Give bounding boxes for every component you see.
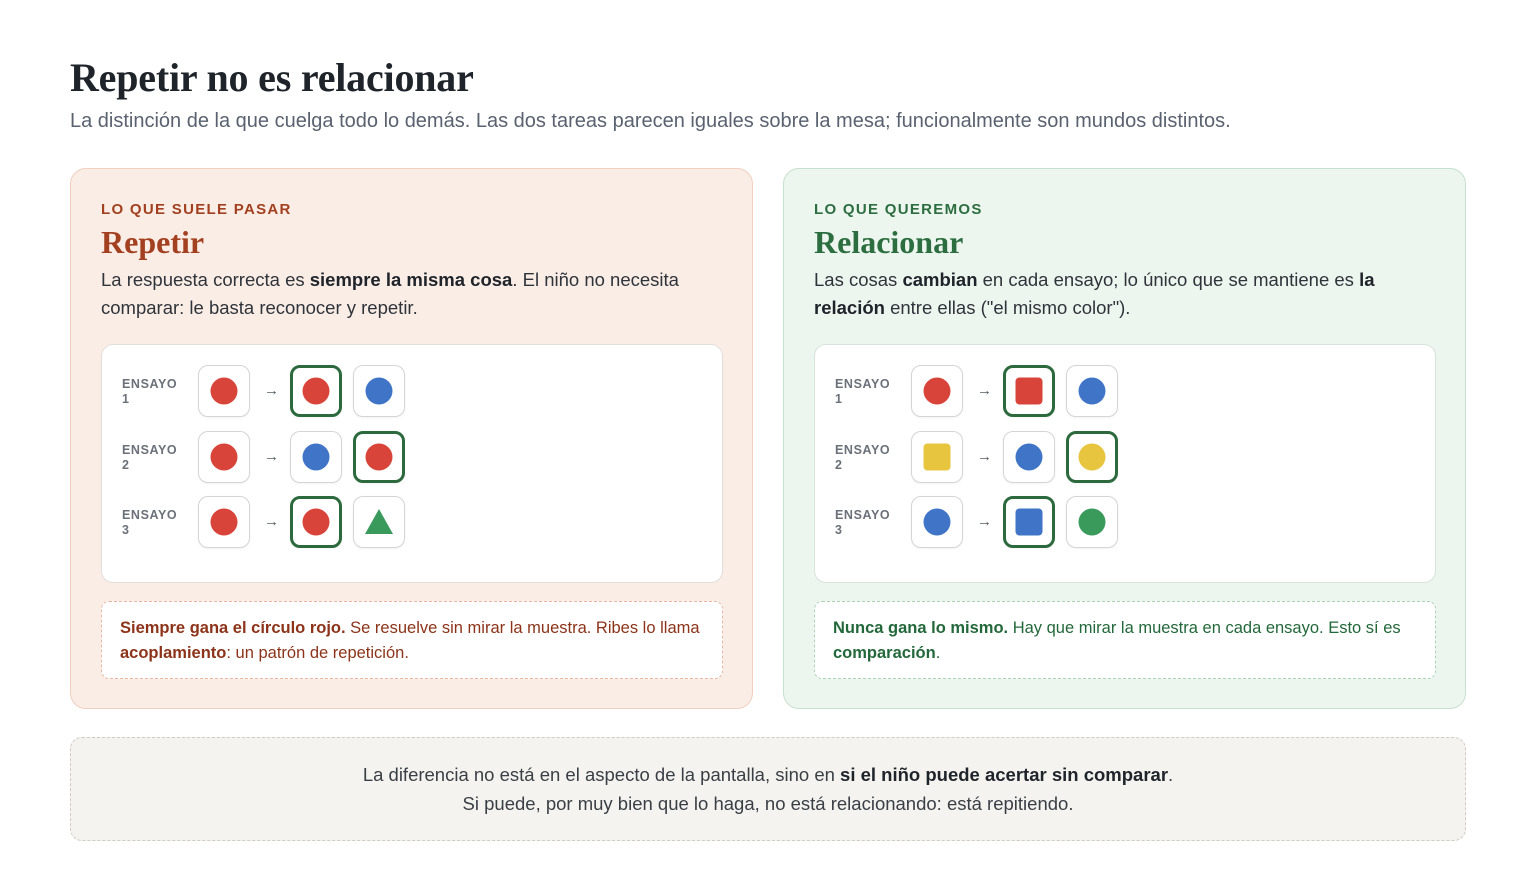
- note-text: .: [935, 643, 941, 662]
- repetir-note: [101, 601, 723, 679]
- correct-option-tile: [1003, 496, 1055, 548]
- relacionar-card: [783, 168, 1466, 709]
- trial-row: [122, 365, 442, 417]
- conclusion-emphasis: si el niño puede acertar sin comparar: [840, 764, 1169, 785]
- circle-shape: [1079, 378, 1106, 405]
- conclusion-line-1: [71, 760, 1465, 789]
- trial-label-word: ENSAYO: [835, 443, 891, 457]
- circle-icon: [364, 376, 394, 406]
- desc-emphasis: la relación: [814, 269, 1375, 318]
- conclusion-line-2: Si puede, por muy bien que lo haga, no está relacionando: está repitiendo.: [462, 793, 1074, 814]
- square-shape: [1016, 509, 1043, 536]
- triangle-icon: [364, 507, 394, 537]
- conclusion-text: La diferencia no está en el aspecto de la pantalla, sino en: [362, 764, 841, 785]
- trial-row: [122, 496, 442, 548]
- trial-label-number: 2: [835, 458, 843, 472]
- desc-text: La respuesta correcta es: [101, 269, 310, 290]
- note-text: : un patrón de repetición.: [226, 643, 409, 662]
- trial-label: [835, 508, 905, 538]
- circle-icon: [922, 507, 952, 537]
- trial-label: [835, 443, 905, 473]
- circle-shape: [366, 378, 393, 405]
- conclusion-box: [70, 737, 1466, 841]
- desc-emphasis: siempre la misma cosa: [309, 269, 513, 290]
- circle-shape: [211, 444, 238, 471]
- desc-emphasis: cambian: [902, 269, 978, 290]
- page-title: Repetir no es relacionar: [70, 55, 474, 100]
- trial-label-number: 2: [122, 458, 130, 472]
- trial-label-number: 3: [835, 523, 843, 537]
- trial-label-word: ENSAYO: [122, 377, 178, 391]
- sample-stimulus-tile: [198, 431, 250, 483]
- circle-shape: [1079, 444, 1106, 471]
- trial-label-word: ENSAYO: [835, 377, 891, 391]
- trial-label-word: ENSAYO: [122, 508, 178, 522]
- repetir-trials-panel: [101, 344, 723, 583]
- repetir-description: [101, 266, 722, 322]
- note-emphasis: comparación: [833, 643, 936, 662]
- arrow-icon: →: [264, 513, 279, 530]
- circle-icon: [209, 442, 239, 472]
- note-text: Se resuelve sin mirar la muestra. Ribes lo llama: [345, 619, 700, 637]
- circle-shape: [924, 509, 951, 536]
- note-emphasis: acoplamiento: [120, 643, 227, 662]
- circle-icon: [209, 507, 239, 537]
- square-icon: [922, 442, 952, 472]
- trial-row: [122, 431, 442, 483]
- circle-icon: [301, 376, 331, 406]
- circle-shape: [303, 378, 330, 405]
- circle-icon: [301, 507, 331, 537]
- desc-text: . El niño no necesita comparar: le basta reconocer y repetir.: [101, 269, 679, 318]
- relacionar-trials-panel: [814, 344, 1436, 583]
- trial-label: [122, 508, 192, 538]
- circle-shape: [366, 444, 393, 471]
- circle-icon: [301, 442, 331, 472]
- option-tile: [1066, 496, 1118, 548]
- trial-label-number: 1: [835, 392, 843, 406]
- option-tile: [353, 365, 405, 417]
- circle-icon: [1077, 376, 1107, 406]
- option-tile: [290, 431, 342, 483]
- trial-label-word: ENSAYO: [835, 508, 891, 522]
- sample-stimulus-tile: [911, 496, 963, 548]
- trial-label-number: 3: [122, 523, 130, 537]
- arrow-icon: →: [977, 513, 992, 530]
- circle-shape: [1016, 444, 1043, 471]
- conclusion-text: .: [1168, 764, 1174, 785]
- circle-icon: [922, 376, 952, 406]
- arrow-icon: →: [264, 448, 279, 465]
- option-tile: [1066, 365, 1118, 417]
- square-shape: [1016, 378, 1043, 405]
- trial-label: [122, 377, 192, 407]
- note-text: Hay que mirar la muestra en cada ensayo. Esto sí es: [1008, 619, 1401, 637]
- circle-shape: [303, 444, 330, 471]
- desc-text: Las cosas: [814, 269, 903, 290]
- correct-option-tile: [353, 431, 405, 483]
- circle-icon: [1014, 442, 1044, 472]
- sample-stimulus-tile: [198, 496, 250, 548]
- square-shape: [924, 444, 951, 471]
- sample-stimulus-tile: [198, 365, 250, 417]
- repetir-title: Repetir: [101, 224, 205, 260]
- trial-label: [835, 377, 905, 407]
- circle-icon: [364, 442, 394, 472]
- trial-label: [122, 443, 192, 473]
- sample-stimulus-tile: [911, 365, 963, 417]
- note-emphasis: Siempre gana el círculo rojo.: [120, 619, 346, 637]
- circle-shape: [211, 378, 238, 405]
- trial-label-number: 1: [122, 392, 130, 406]
- page-subtitle: La distinción de la que cuelga todo lo demás. Las dos tareas parecen iguales sobre la mesa; funcionalmente son mundos distintos.: [70, 110, 1231, 132]
- correct-option-tile: [1066, 431, 1118, 483]
- circle-shape: [211, 509, 238, 536]
- arrow-icon: →: [977, 382, 992, 399]
- circle-shape: [924, 378, 951, 405]
- arrow-icon: →: [264, 382, 279, 399]
- repetir-card: [70, 168, 753, 709]
- trial-row: [835, 431, 1155, 483]
- circle-icon: [1077, 507, 1107, 537]
- circle-shape: [1079, 509, 1106, 536]
- square-icon: [1014, 376, 1044, 406]
- relacionar-description: [814, 266, 1435, 322]
- desc-text: entre ellas ("el mismo color").: [884, 297, 1131, 318]
- circle-icon: [1077, 442, 1107, 472]
- correct-option-tile: [290, 365, 342, 417]
- sample-stimulus-tile: [911, 431, 963, 483]
- triangle-shape: [365, 509, 393, 534]
- desc-text: en cada ensayo; lo único que se mantiene es: [977, 269, 1360, 290]
- square-icon: [1014, 507, 1044, 537]
- relacionar-note: [814, 601, 1436, 679]
- circle-icon: [209, 376, 239, 406]
- correct-option-tile: [1003, 365, 1055, 417]
- note-emphasis: Nunca gana lo mismo.: [833, 619, 1009, 637]
- repetir-eyebrow: LO QUE SUELE PASAR: [101, 201, 292, 218]
- trial-label-word: ENSAYO: [122, 443, 178, 457]
- relacionar-eyebrow: LO QUE QUEREMOS: [814, 201, 983, 218]
- circle-shape: [303, 509, 330, 536]
- relacionar-title: Relacionar: [814, 224, 964, 260]
- trial-row: [835, 496, 1155, 548]
- option-tile: [1003, 431, 1055, 483]
- option-tile: [353, 496, 405, 548]
- trial-row: [835, 365, 1155, 417]
- arrow-icon: →: [977, 448, 992, 465]
- correct-option-tile: [290, 496, 342, 548]
